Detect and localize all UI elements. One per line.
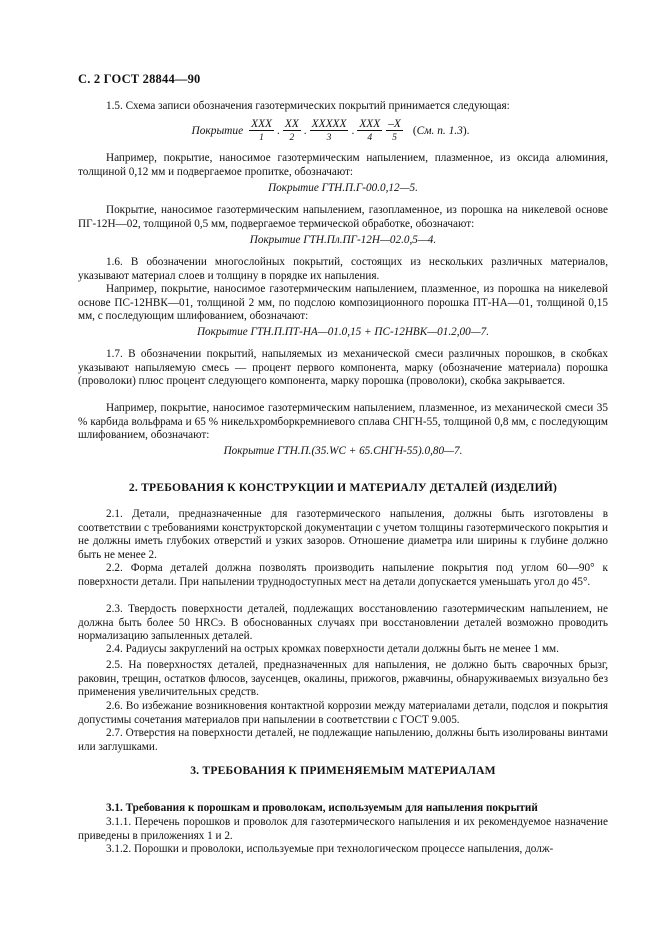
paragraph-1-7-formula: Покрытие ГТН.П.(35.WC + 65.СНГН-55).0,80—7. — [223, 445, 463, 457]
paragraph-1-7b: Например, покрытие, наносимое газотермическим напылением, плазменное, из механической смеси 35 % карбида вольфрама и 65 % никельхромборкремниевого сплава СНГН-55, толщиной 0,8 мм, с последующим шлифованием, обозначают: — [78, 402, 608, 442]
paragraph-2-3: 2.3. Твердость поверхности деталей, подлежащих восстановлению газотермическим напылением, не должна быть более 50 HRCэ. В обоснованных случаях при восстановлении деталей возможно проводить нормализацию запыленных деталей. — [78, 603, 608, 643]
paragraph-2-7: 2.7. Отверстия на поверхности деталей, не подлежащие напылению, должны быть изолированы винтами или заглушками. — [78, 727, 608, 753]
paragraph-2-1: 2.1. Детали, предназначенные для газотермического напыления, должны быть изготовлены в соответствии с требованиями конструкторской документации с учетом толщины газотермического покрытия и не должны иметь глубоких отверстий и узких зазоров. Отношение диаметра или ширины к глубине должно быть не менее 2. — [78, 508, 608, 561]
scheme-reference: (См. п. 1.3). — [412, 125, 470, 137]
scheme-item-5: $\frac{-X}{5}$ — [388, 118, 401, 143]
scheme-item-2: $\frac{XX}{2}$ — [284, 118, 299, 143]
paragraph-2-6: 2.6. Во избежание возникновения контактной коррозии между материалами детали, подслоя и покрытия допустимы сочетания материалов при напылении в соответствии с ГОСТ 9.005. — [78, 700, 608, 726]
paragraph-1-6a: 1.6. В обозначении многослойных покрытий, состоящих из нескольких различных материалов, указывают материал слоев и толщину в порядке их напыления. — [78, 256, 608, 282]
example-2-formula: Покрытие ГТН.Пл.ПГ-12Н—02.0,5—4. — [249, 234, 437, 246]
paragraph-2-2: 2.2. Форма деталей должна позволять производить напыление покрытия под углом 60—90° к поверхности детали. При напылении труднодоступных мест на детали допускается уменьшать угол до 45°. — [78, 562, 608, 588]
paragraph-3-1-2: 3.1.2. Порошки и проволоки, используемые при технологическом процессе напыления, долж- — [106, 843, 554, 855]
example-1-text: Например, покрытие, наносимое газотермическим напылением, плазменное, из оксида алюминия, толщиной 0,12 мм и подвергаемое пропитке, обозначают: — [78, 152, 608, 178]
scheme-prefix: Покрытие — [191, 125, 244, 137]
paragraph-1-6-formula: Покрытие ГТН.П.ПТ-НА—01.0,15 + ПС-12НВК—01.2,00—7. — [196, 326, 490, 338]
paragraph-1-6b: Например, покрытие, наносимое газотермическим напылением, плазменное, из порошка на никелевой основе ПС-12НВК—01, толщиной 2 мм, по подслою композиционного порошка ПТ-НА—01, толщиной 0,15 мм, с последующим шлифованием, обозначают: — [78, 283, 608, 323]
paragraph-2-4: 2.4. Радиусы закруглений на острых кромках поверхности детали должны быть не менее 1 мм. — [106, 643, 559, 655]
paragraph-3-1: 3.1. Требования к порошкам и проволокам, используемым для напыления покрытий — [106, 802, 538, 814]
section-3-title: 3. ТРЕБОВАНИЯ К ПРИМЕНЯЕМЫМ МАТЕРИАЛАМ — [190, 764, 496, 777]
example-1-formula: Покрытие ГТН.П.Г-00.0,12—5. — [268, 182, 418, 194]
section-2-title: 2. ТРЕБОВАНИЯ К КОНСТРУКЦИИ И МАТЕРИАЛУ ДЕТАЛЕЙ (ИЗДЕЛИЙ) — [128, 481, 558, 494]
paragraph-2-5: 2.5. На поверхностях деталей, предназначенных для напыления, не должно быть сварочных брызг, раковин, трещин, остатков флюсов, заусенцев, окалины, прижогов, ржавчины, обнаруживаемых визуально без применения увеличительных средств. — [78, 659, 608, 699]
example-2-text: Покрытие, наносимое газотермическим напылением, газопламенное, из порошка на никелевой основе ПГ-12Н—02, толщиной 0,5 мм, подвергаемое термической обработке, обозначают: — [78, 204, 608, 230]
paragraph-1-5: 1.5. Схема записи обозначения газотермических покрытий принимается следующая: — [106, 100, 510, 112]
designation-scheme: Покрытие $\frac{\text{XXX}}{1}$ . $\frac{XX}{2}$ . $\frac{\text{XXXXX}}{3}$ . $\frac{\text{XXX}}{4}$ $\frac{-X}{5}$ (См. п. 1.3). — [191, 118, 470, 143]
paragraph-3-1-1: 3.1.1. Перечень порошков и проволок для газотермического напыления и их рекомендуемое назначение приведены в приложениях 1 и 2. — [78, 816, 608, 842]
page-header: С. 2 ГОСТ 28844—90 — [78, 72, 201, 86]
scheme-item-3: $\frac{\text{XXXXX}}{3}$ — [311, 118, 347, 143]
scheme-item-4: $\frac{\text{XXX}}{4}$ — [359, 118, 381, 143]
scheme-item-1: $\frac{\text{XXX}}{1}$ — [251, 118, 273, 143]
paragraph-1-7a: 1.7. В обозначении покрытий, напыляемых из механической смеси различных порошков, в скобках указывают напыляемую смесь — процент первого компонента, марку (обозначение материала) порошка (проволоки) плюс процент следующего компонента, марку порошка (проволоки), скобка закрывается. — [78, 348, 608, 388]
